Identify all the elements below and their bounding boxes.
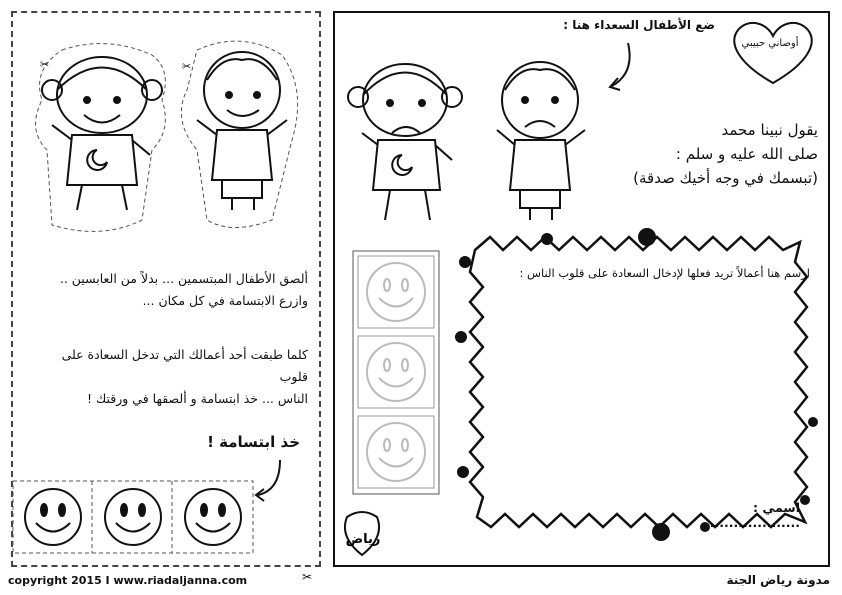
scissors-icon: ✂ xyxy=(40,58,50,71)
footer-blog-name: مدونة رياض الجنة xyxy=(726,573,830,587)
footer-copyright: copyright 2015 I www.riadaljanna.com xyxy=(8,574,248,587)
heart-icon xyxy=(728,18,818,88)
smiley-face-icon xyxy=(185,489,241,545)
cutout-happy-kids xyxy=(22,30,312,240)
scissors-icon: ✂ xyxy=(182,60,192,73)
take-smile-heading: خذ ابتسامة ! xyxy=(207,433,300,451)
riad-aljanna-logo xyxy=(337,507,387,562)
scissors-icon: ✂ xyxy=(302,570,313,584)
smiley-outline-icon xyxy=(367,263,425,321)
sad-boy-cap-figure xyxy=(348,64,462,220)
smiley-face-icon xyxy=(105,489,161,545)
smiley-outline-icon xyxy=(367,343,425,401)
svg-text:رياض: رياض xyxy=(345,532,381,547)
happy-boy-figure xyxy=(197,52,287,210)
cutout-smileys-strip xyxy=(12,480,257,555)
smiley-face-icon xyxy=(25,489,81,545)
instructions-paragraph-1: ألصق الأطفال المبتسمين ... بدلاً من العابسين .. وازرع الابتسامة في كل مكان ... xyxy=(59,271,308,308)
draw-prompt: ارسم هنا أعمالاً تريد فعلها لإدخال السعادة على قلوب الناس : xyxy=(519,266,810,280)
heart-label: أوصاني حبيبي xyxy=(741,38,799,49)
smiley-outline-icon xyxy=(367,423,425,481)
smiley-placement-column xyxy=(352,250,440,495)
instruction-top: ضع الأطفال السعداء هنا : xyxy=(563,18,715,32)
name-field[interactable]: اسمي : ................... xyxy=(709,500,800,530)
instructions-paragraph-2: كلما طبقت أحد أعمالك التي تدخل السعادة على قلوب الناس ... خذ ابتسامة و ألصقها في ورقتك ! xyxy=(61,347,308,406)
happy-boy-cap-figure xyxy=(42,57,162,210)
hadith-text: يقول نبينا محمد صلى الله عليه و سلم : (تبسمك في وجه أخيك صدقة) xyxy=(633,121,818,187)
